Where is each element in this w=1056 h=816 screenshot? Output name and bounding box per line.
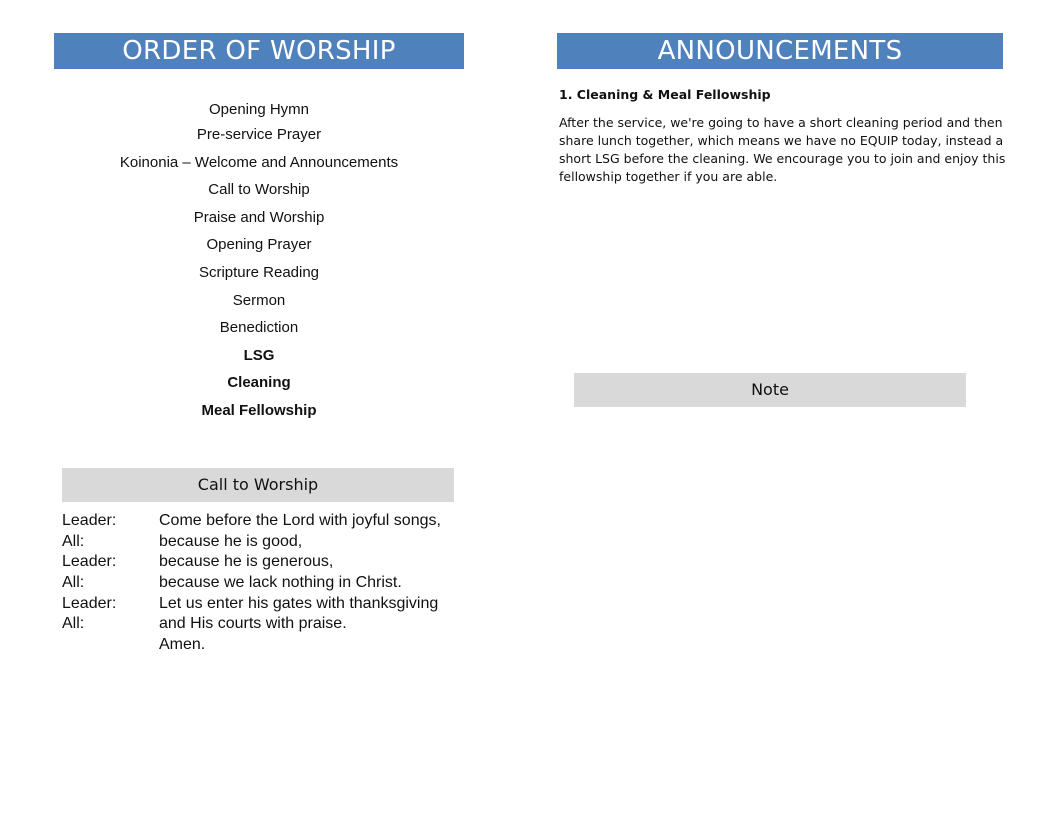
order-item-benediction: Benediction (219, 319, 299, 336)
announcement-line: fellowship together if you are able. (559, 169, 778, 184)
reading-text: Let us enter his gates with thanksgiving (159, 594, 439, 612)
order-of-worship-header: ORDER OF WORSHIP (54, 33, 464, 69)
announcements-header: ANNOUNCEMENTS (557, 33, 1003, 69)
order-item-sermon: Sermon (232, 292, 286, 309)
reading-text: Come before the Lord with joyful songs, (159, 512, 441, 529)
announcement-line: share lunch together, which means we have no EQUIP today, instead a (559, 133, 1004, 148)
announcement-line: short LSG before the cleaning. We encourage you to join and enjoy this (559, 151, 1006, 166)
reading-text: because he is generous, (159, 553, 334, 571)
order-item-pre-service-prayer: Pre-service Prayer (196, 126, 322, 143)
order-item-opening-prayer: Opening Prayer (206, 236, 312, 253)
reading-text: because he is good, (159, 532, 303, 550)
order-item-praise-and-worship: Praise and Worship (193, 209, 325, 226)
reading-role: All: (62, 532, 85, 550)
announcement-heading: 1. Cleaning & Meal Fellowship (559, 87, 771, 102)
call-to-worship-header: Call to Worship (62, 468, 454, 502)
reading-role: Leader: (62, 553, 117, 571)
order-item-scripture-reading: Scripture Reading (198, 264, 320, 281)
announcement-line: After the service, we're going to have a short cleaning period and then (559, 115, 1003, 130)
reading-role: Leader: (62, 594, 117, 612)
reading-text: Amen. (159, 636, 206, 654)
order-item-cleaning: Cleaning (227, 374, 291, 391)
announcement-body (559, 114, 1006, 186)
reading-role: All: (62, 574, 85, 592)
reading-role: Leader: (62, 512, 117, 529)
reading-role: All: (62, 615, 85, 633)
reading-line (62, 511, 462, 532)
reading-line (62, 552, 462, 573)
reading-line (62, 532, 462, 553)
call-to-worship-reading (62, 511, 462, 656)
order-item-meal-fellowship: Meal Fellowship (201, 402, 317, 419)
order-item-opening-hymn: Opening Hymn (208, 101, 310, 118)
order-item-lsg: LSG (243, 347, 275, 364)
reading-line (62, 635, 462, 656)
reading-text: because we lack nothing in Christ. (159, 574, 402, 592)
note-header: Note (574, 373, 966, 407)
reading-line (62, 614, 462, 635)
reading-line (62, 594, 462, 615)
order-item-koinonia: Koinonia – Welcome and Announcements (119, 154, 399, 171)
order-item-call-to-worship: Call to Worship (208, 181, 310, 198)
reading-text: and His courts with praise. (159, 615, 347, 633)
reading-line (62, 573, 462, 594)
